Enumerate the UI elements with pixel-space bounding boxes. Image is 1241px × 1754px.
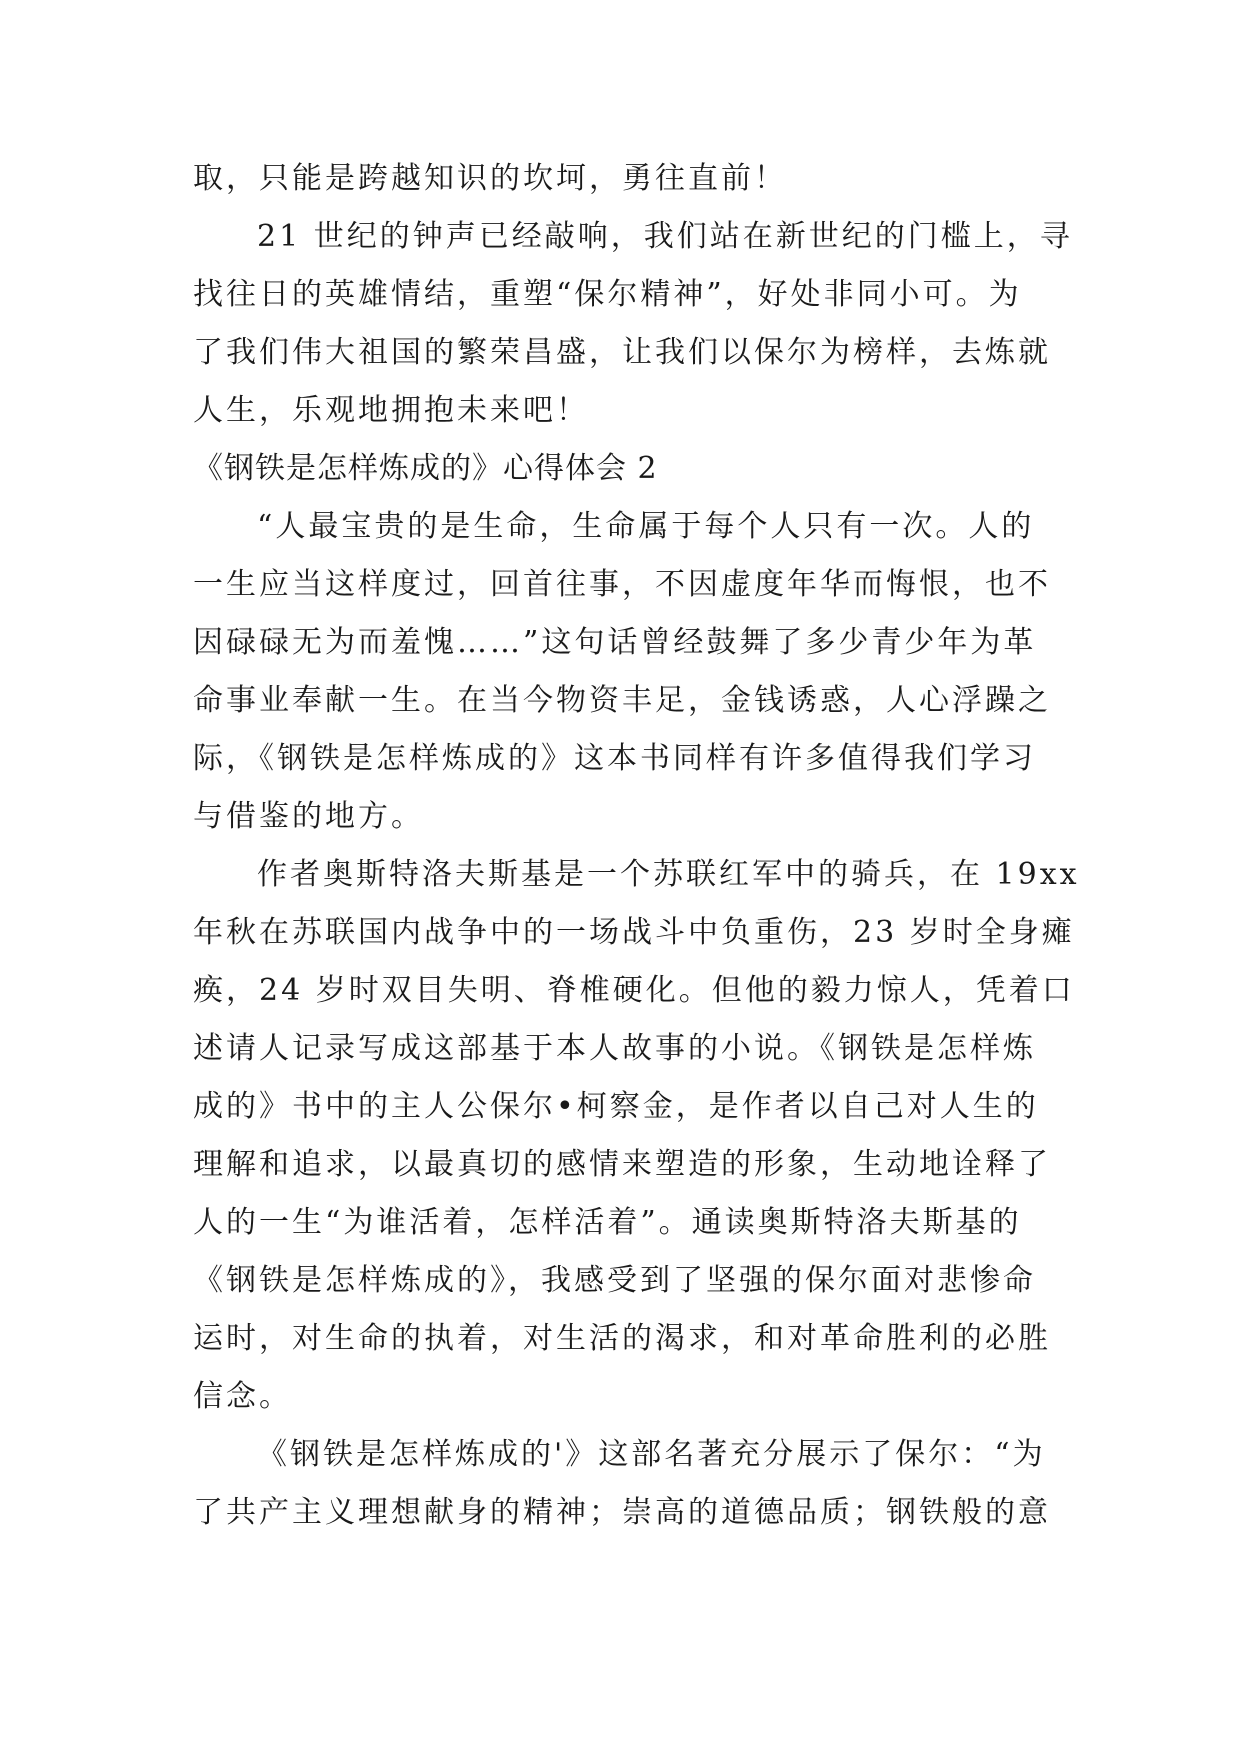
text-line: 际，《钢铁是怎样炼成的》这本书同样有许多值得我们学习	[193, 741, 1036, 776]
text-line: “人最宝贵的是生命，生命属于每个人只有一次。人的	[257, 509, 1035, 544]
text-line: 因碌碌无为而羞愧……”这句话曾经鼓舞了多少青少年为革	[193, 625, 1037, 660]
text-line: 命事业奉献一生。在当今物资丰足，金钱诱惑，人心浮躁之	[193, 683, 1051, 718]
text-line: 年秋在苏联国内战争中的一场战斗中负重伤，23 岁时全身瘫	[193, 915, 1075, 950]
text-line: 人生，乐观地拥抱未来吧！	[193, 393, 589, 428]
text-line: 成的》书中的主人公保尔•柯察金，是作者以自己对人生的	[193, 1089, 1039, 1124]
text-line: 作者奥斯特洛夫斯基是一个苏联红军中的骑兵，在 19xx	[257, 857, 1080, 892]
text-line: 痪，24 岁时双目失明、脊椎硬化。但他的毅力惊人，凭着口	[193, 973, 1075, 1008]
text-line: 信念。	[193, 1379, 292, 1414]
text-line: 述请人记录写成这部基于本人故事的小说。《钢铁是怎样炼	[193, 1031, 1036, 1066]
text-line: 《钢铁是怎样炼成的'》这部名著充分展示了保尔：“为	[257, 1437, 1046, 1472]
text-line: 取，只能是跨越知识的坎坷，勇往直前！	[193, 161, 787, 196]
text-line: 理解和追求，以最真切的感情来塑造的形象，生动地诠释了	[193, 1147, 1051, 1182]
section-heading: 《钢铁是怎样炼成的》心得体会 2	[193, 451, 658, 486]
text-line: 21 世纪的钟声已经敲响，我们站在新世纪的门槛上，寻	[257, 219, 1073, 254]
text-line: 了共产主义理想献身的精神；崇高的道德品质；钢铁般的意	[193, 1495, 1051, 1530]
text-line: 找往日的英雄情结，重塑“保尔精神”，好处非同小可。为	[193, 277, 1022, 312]
text-line: 一生应当这样度过，回首往事，不因虚度年华而悔恨，也不	[193, 567, 1051, 602]
text-line: 与借鉴的地方。	[193, 799, 424, 834]
text-line: 人的一生“为谁活着，怎样活着”。通读奥斯特洛夫斯基的	[193, 1205, 1022, 1240]
text-line: 运时，对生命的执着，对生活的渴求，和对革命胜利的必胜	[193, 1321, 1051, 1356]
text-line: 《钢铁是怎样炼成的》，我感受到了坚强的保尔面对悲惨命	[193, 1263, 1036, 1298]
text-line: 了我们伟大祖国的繁荣昌盛，让我们以保尔为榜样，去炼就	[193, 335, 1051, 370]
document-body	[193, 150, 1080, 1542]
